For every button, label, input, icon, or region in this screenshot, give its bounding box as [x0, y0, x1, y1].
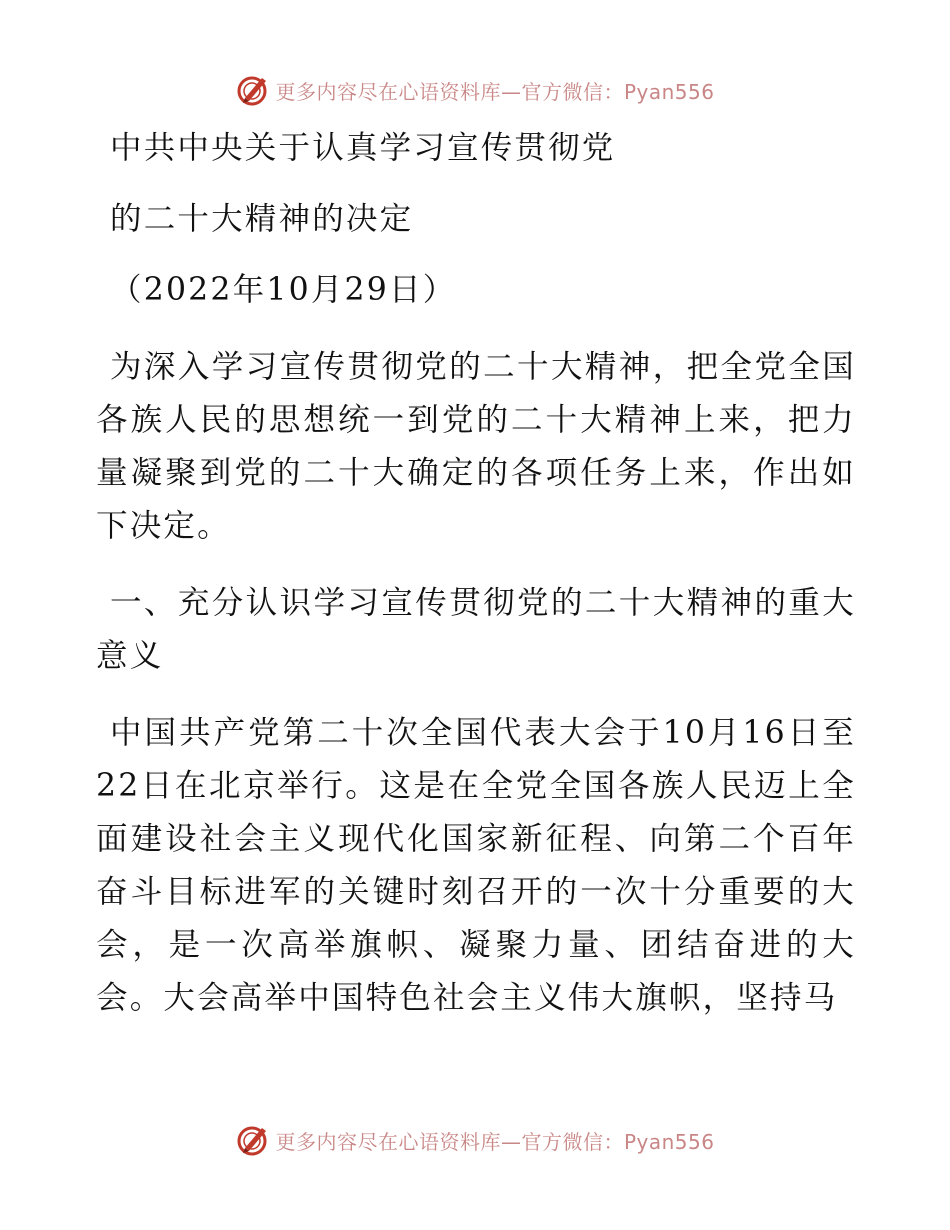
watermark-footer — [0, 1120, 950, 1160]
watermark-text: 更多内容尽在心语资料库—官方微信：Pyan556 — [275, 79, 715, 104]
document-date: （2022年10月29日） — [110, 272, 457, 308]
document-title-line-2: 的二十大精神的决定 — [110, 201, 414, 237]
pen-circle-logo-icon — [235, 1122, 271, 1158]
section-1-heading: 一、充分认识学习宣传贯彻党的二十大精神的重大意义 — [96, 585, 856, 674]
intro-paragraph: 为深入学习宣传贯彻党的二十大精神，把全党全国各族人民的思想统一到党的二十大精神上来，把力量凝聚到党的二十大确定的各项任务上来，作出如下决定。 — [96, 349, 856, 544]
document-title-line-1: 中共中央关于认真学习宣传贯彻党 — [110, 130, 616, 166]
watermark-header — [0, 70, 950, 110]
document-body — [96, 122, 856, 1025]
section-1-body: 中国共产党第二十次全国代表大会于10月16日至22日在北京举行。这是在全党全国各族人民迈上全面建设社会主义现代化国家新征程、向第二个百年奋斗目标进军的关键时刻召开的一次十分重要的大会，是一次高举旗帜、凝聚力量、团结奋进的大会。大会高举中国特色社会主义伟大旗帜，坚持马 — [96, 715, 856, 1016]
pen-circle-logo-icon — [235, 72, 271, 108]
watermark-text: 更多内容尽在心语资料库—官方微信：Pyan556 — [275, 1129, 715, 1154]
